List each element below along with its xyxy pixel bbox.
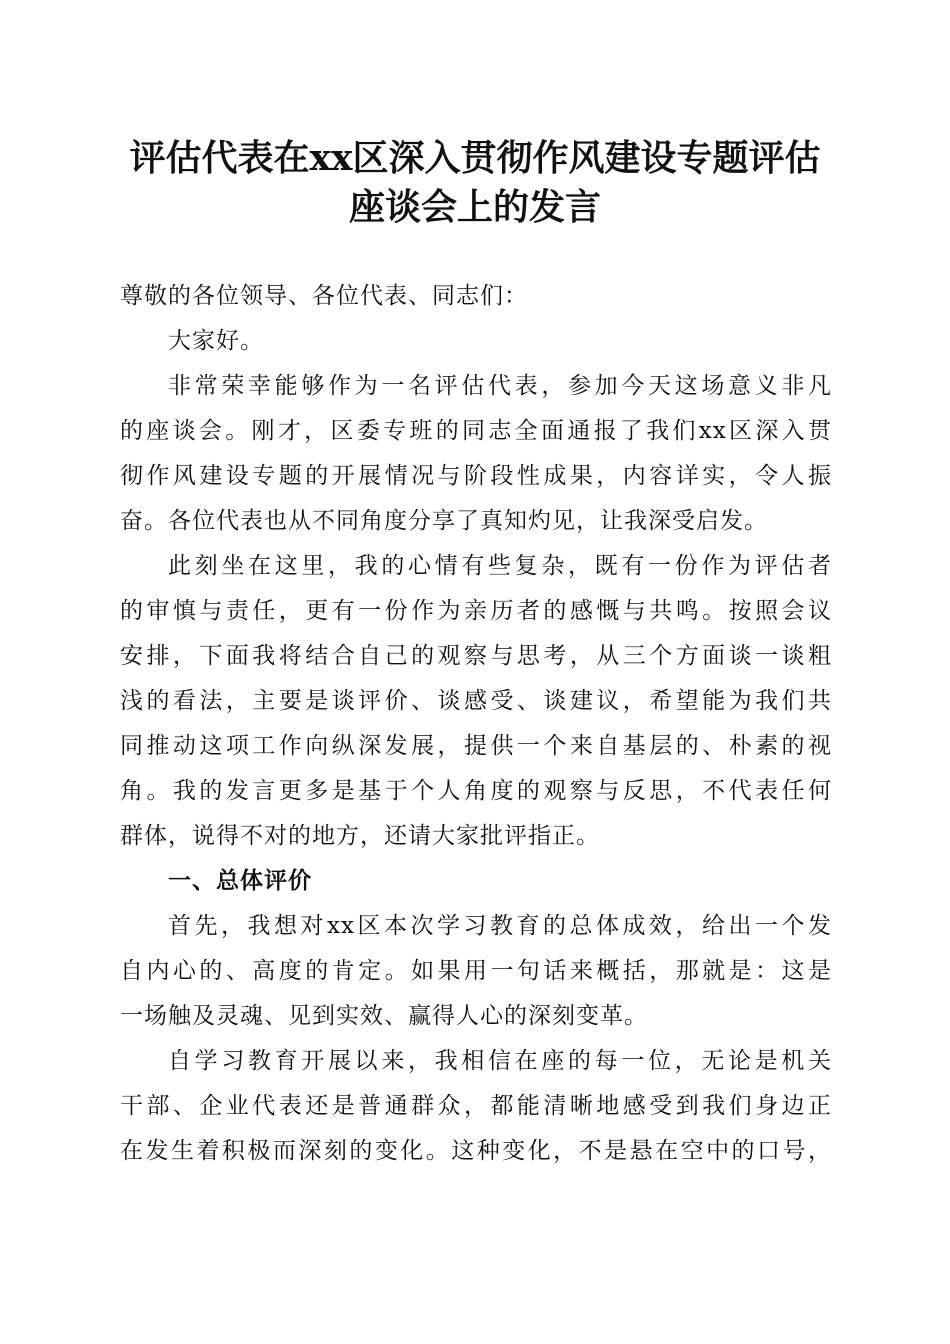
paragraph-line: 浅的看法，主要是谈评价、谈感受、谈建议，希望能为我们共 [120, 688, 832, 714]
paragraph-line: 群体，说得不对的地方，还请大家批评指正。 [120, 823, 600, 849]
paragraph-2 [120, 544, 832, 859]
paragraph-line: 角。我的发言更多是基于个人角度的观察与反思，不代表任何 [120, 778, 832, 804]
section-paragraph-1 [120, 904, 832, 1039]
paragraph-line: 自内心的、高度的肯定。如果用一句话来概括，那就是：这是 [120, 958, 832, 984]
paragraph-1 [120, 364, 832, 544]
paragraph-line: 同推动这项工作向纵深发展，提供一个来自基层的、朴素的视 [120, 733, 832, 759]
paragraph-line: 安排，下面我将结合自己的观察与思考，从三个方面谈一谈粗 [120, 643, 832, 669]
section-heading: 一、总体评价 [168, 868, 312, 894]
paragraph-line: 非常荣幸能够作为一名评估代表，参加今天这场意义非凡 [168, 373, 832, 399]
greeting: 大家好。 [168, 328, 264, 354]
paragraph-line: 自学习教育开展以来，我相信在座的每一位，无论是机关 [168, 1048, 832, 1074]
paragraph-line: 彻作风建设专题的开展情况与阶段性成果，内容详实，令人振 [120, 463, 832, 489]
paragraph-line: 首先，我想对xx区本次学习教育的总体成效，给出一个发 [168, 913, 832, 939]
document-body [120, 274, 832, 1174]
section-paragraph-2 [120, 1039, 832, 1174]
paragraph-line: 的审慎与责任，更有一份作为亲历者的感慨与共鸣。按照会议 [120, 598, 832, 624]
paragraph-line: 的座谈会。刚才，区委专班的同志全面通报了我们xx区深入贯 [120, 418, 832, 444]
salutation: 尊敬的各位领导、各位代表、同志们： [120, 283, 528, 309]
paragraph-line: 在发生着积极而深刻的变化。这种变化，不是悬在空中的口号， [120, 1138, 832, 1164]
paragraph-line: 此刻坐在这里，我的心情有些复杂，既有一份作为评估者 [168, 553, 832, 579]
title-line-1: 评估代表在xx区深入贯彻作风建设专题评估 [129, 137, 821, 179]
document-title [100, 134, 850, 232]
paragraph-line: 一场触及灵魂、见到实效、赢得人心的深刻变革。 [120, 1003, 648, 1029]
paragraph-line: 奋。各位代表也从不同角度分享了真知灼见，让我深受启发。 [120, 508, 768, 534]
title-line-2: 座谈会上的发言 [348, 186, 601, 228]
paragraph-line: 干部、企业代表还是普通群众，都能清晰地感受到我们身边正 [120, 1093, 832, 1119]
